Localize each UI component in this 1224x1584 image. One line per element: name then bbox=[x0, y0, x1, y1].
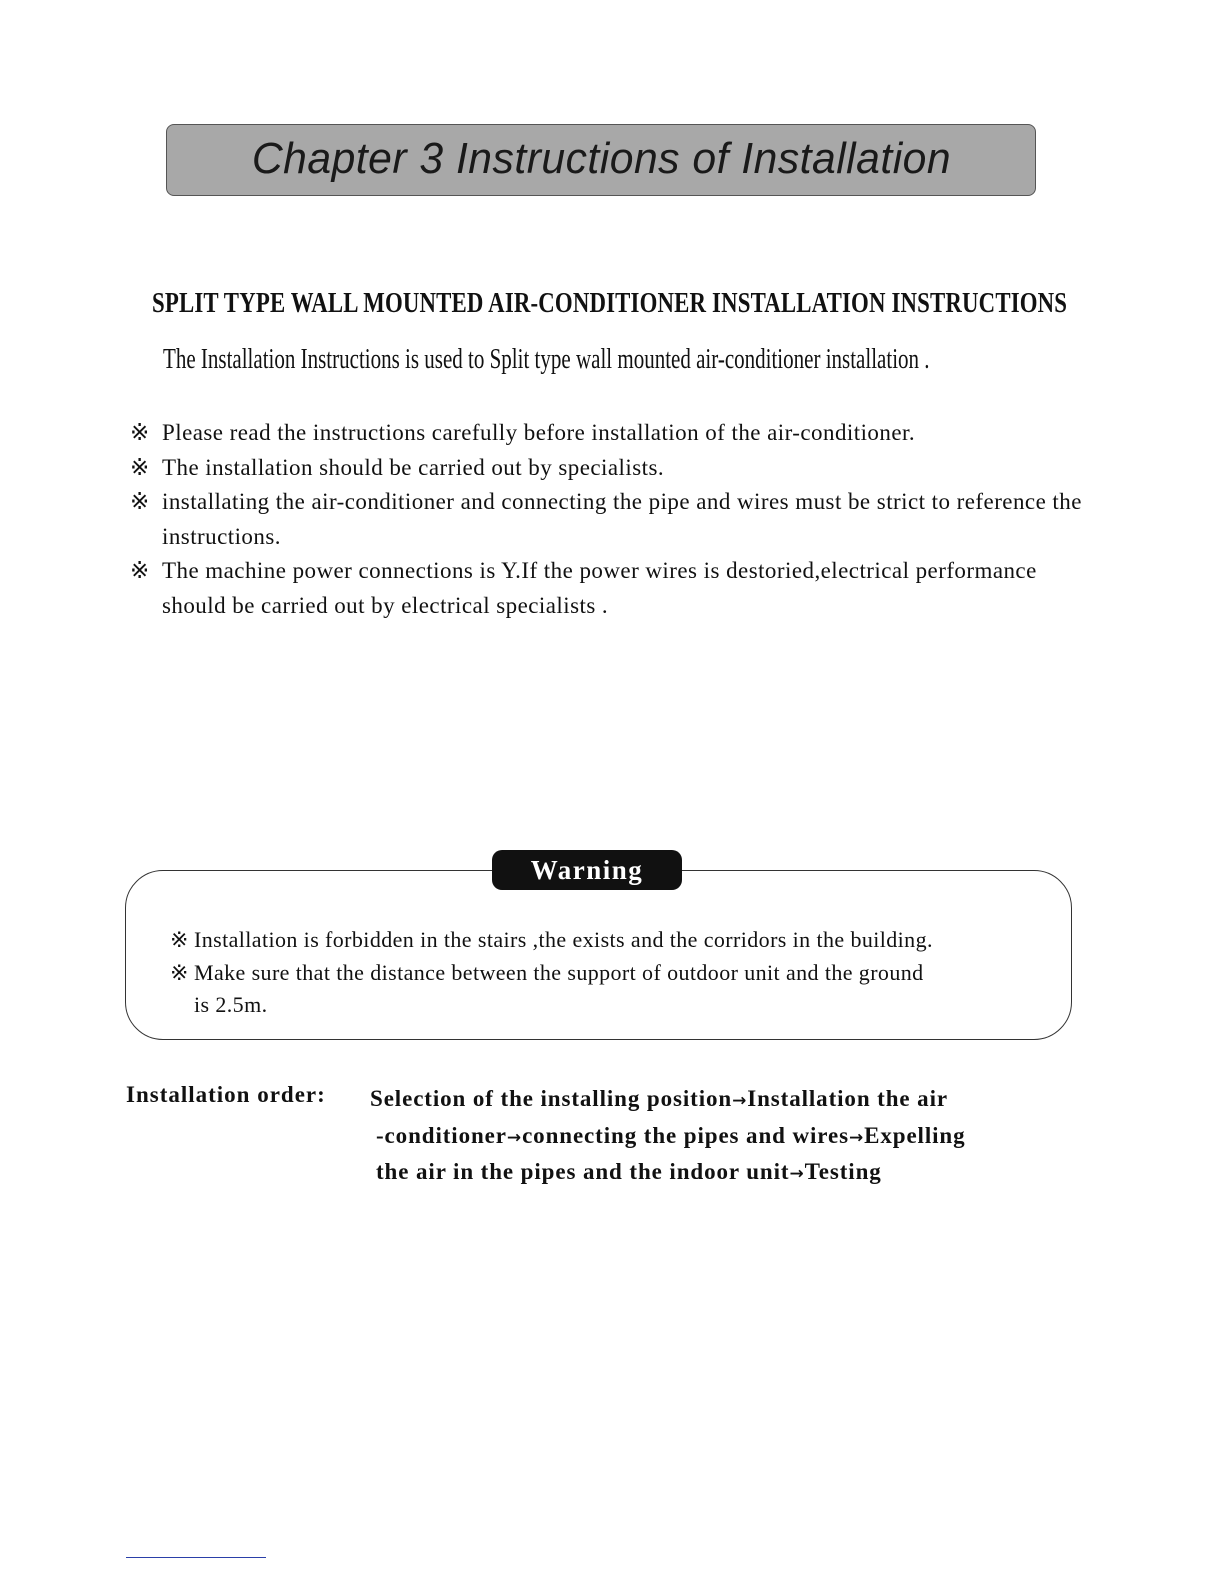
order-step: connecting the pipes and wires bbox=[522, 1122, 849, 1148]
document-subtitle: The Installation Instructions is used to Split type wall mounted air-conditioner installation . bbox=[163, 344, 930, 375]
reference-mark-icon: ※ bbox=[130, 454, 150, 480]
arrow-right-icon: → bbox=[732, 1091, 748, 1111]
warning-item bbox=[170, 924, 1080, 957]
chapter-banner bbox=[166, 124, 1036, 196]
reference-mark-icon: ※ bbox=[130, 489, 150, 514]
order-line bbox=[370, 1119, 1090, 1156]
reference-mark-icon: ※ bbox=[170, 927, 189, 952]
reference-mark-icon: ※ bbox=[130, 420, 150, 445]
order-step: Expelling bbox=[864, 1122, 966, 1148]
footer-rule bbox=[126, 1557, 266, 1558]
installation-order-label: Installation order: bbox=[126, 1082, 326, 1107]
order-step: -conditioner bbox=[376, 1122, 507, 1148]
order-step: Selection of the installing position bbox=[370, 1086, 733, 1111]
note-item bbox=[130, 554, 1090, 623]
arrow-right-icon: → bbox=[506, 1127, 523, 1148]
order-step: Testing bbox=[804, 1159, 882, 1184]
note-list bbox=[130, 416, 1090, 623]
order-step: the air in the pipes and the indoor unit bbox=[376, 1159, 790, 1184]
reference-mark-icon: ※ bbox=[170, 959, 189, 985]
note-text: Please read the instructions carefully before installation of the air-conditioner. bbox=[162, 420, 916, 445]
reference-mark-icon: ※ bbox=[130, 558, 150, 583]
note-text: The machine power connections is Y.If the power wires is destoried,electrical performance should be carried out by electrical specialists . bbox=[162, 558, 1037, 618]
arrow-right-icon: → bbox=[789, 1164, 805, 1184]
order-step: Installation the air bbox=[747, 1086, 948, 1111]
warning-label: Warning bbox=[492, 850, 682, 890]
warning-list bbox=[170, 924, 1080, 1022]
arrow-right-icon: → bbox=[848, 1127, 865, 1148]
order-line bbox=[370, 1082, 1090, 1119]
note-item bbox=[130, 485, 1090, 554]
warning-item bbox=[170, 957, 1080, 1022]
note-item bbox=[130, 416, 1090, 451]
note-text: The installation should be carried out by specialists. bbox=[162, 454, 665, 480]
installation-order-steps bbox=[370, 1082, 1090, 1192]
order-line bbox=[370, 1155, 1090, 1192]
note-text: installating the air-conditioner and connecting the pipe and wires must be strict to reference the instructions. bbox=[162, 489, 1082, 549]
warning-text-continued: is 2.5m. bbox=[194, 992, 268, 1017]
warning-text: Installation is forbidden in the stairs ,the exists and the corridors in the building. bbox=[194, 927, 933, 952]
note-item bbox=[130, 451, 1090, 486]
chapter-title: Chapter 3 Instructions of Installation bbox=[251, 134, 951, 183]
document-heading: SPLIT TYPE WALL MOUNTED AIR-CONDITIONER INSTALLATION INSTRUCTIONS bbox=[152, 288, 1068, 319]
warning-text: Make sure that the distance between the support of outdoor unit and the ground bbox=[194, 959, 924, 985]
